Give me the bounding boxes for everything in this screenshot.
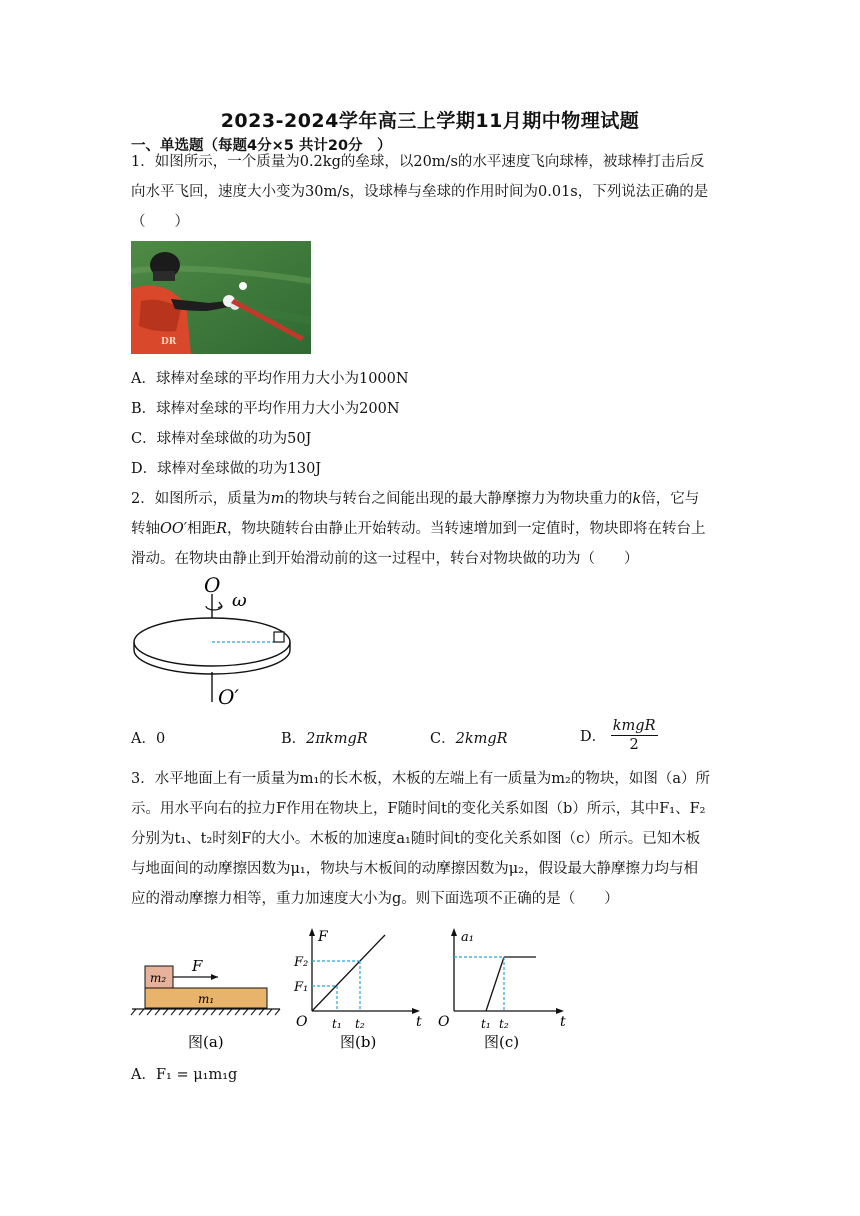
q1-text-line3: （ ）	[131, 214, 189, 230]
t-axis-label: t	[560, 1014, 566, 1030]
q3-text-line1: 3．水平地面上有一质量为m₁的长木板，木板的左端上有一质量为m₂的物块，如图（a）所	[131, 771, 710, 787]
t1-label: t₁	[332, 1017, 342, 1031]
q1-text-line2: 向水平飞回，速度大小变为30m/s，设球棒与垒球的作用时间为0.01s，下列说法正确的是	[131, 184, 709, 200]
q2-option-c[interactable]: C．2kmgR	[430, 731, 508, 747]
origin-label: O	[438, 1014, 450, 1030]
q2-text-line2: 转轴OO′相距R，物块随转台由静止开始转动。当转速增加到一定值时，物块即将在转台上	[131, 521, 706, 537]
m2-label: m₂	[150, 971, 167, 985]
q3-text-line4: 与地面间的动摩擦因数为μ₁，物块与木板间的动摩擦因数为μ₂，假设最大静摩擦力均与相	[131, 861, 698, 877]
force-label: F	[192, 957, 203, 975]
baseball-photo	[131, 241, 311, 354]
t2-label: t₂	[355, 1017, 365, 1031]
q3-text-line2: 示。用水平向右的拉力F作用在物块上，F随时间t的变化关系如图（b）所示，其中F₁、F₂	[131, 801, 706, 817]
q3-option-a[interactable]: A．F₁ = μ₁m₁g	[131, 1067, 238, 1083]
figure-c-caption: 图(c)	[484, 1033, 520, 1051]
q1-option-b[interactable]: B．球棒对垒球的平均作用力大小为200N	[131, 401, 400, 417]
origin-label: O	[296, 1014, 308, 1030]
figure-c	[436, 925, 576, 1057]
omega-label: ω	[232, 590, 247, 611]
q3-text-line5: 应的滑动摩擦力相等，重力加速度大小为g。则下面选项不正确的是（ ）	[131, 891, 619, 907]
page-title: 2023-2024学年高三上学期11月期中物理试题	[220, 110, 640, 132]
q2-option-a[interactable]: A．0	[131, 731, 166, 747]
q3-text-line3: 分别为t₁、t₂时刻F的大小。木板的加速度a₁随时间t的变化关系如图（c）所示。已知木板	[131, 831, 701, 847]
axis-a1-label: a₁	[461, 930, 474, 945]
f2-label: F₂	[294, 955, 309, 970]
q2-option-b[interactable]: B．2πkmgR	[281, 731, 368, 747]
figure-a	[130, 925, 285, 1057]
figure-b-caption: 图(b)	[340, 1033, 377, 1051]
fraction: $\frac{\text{kmgR}}{2}$	[612, 718, 656, 753]
f1-label: F₁	[294, 980, 309, 995]
figure-b	[290, 925, 430, 1057]
t1-label: t₁	[481, 1017, 491, 1031]
axis-label-o-prime: O′	[218, 685, 239, 708]
q1-option-a[interactable]: A．球棒对垒球的平均作用力大小为1000N	[131, 371, 409, 387]
t2-label: t₂	[499, 1017, 509, 1031]
q2-text-line1: 2．如图所示，质量为m的物块与转台之间能出现的最大静摩擦力为物块重力的k倍，它与	[131, 491, 700, 507]
q2-text-line3: 滑动。在物块由静止到开始滑动前的这一过程中，转台对物块做的功为（ ）	[131, 551, 639, 567]
t-axis-label: t	[416, 1014, 422, 1030]
m1-label: m₁	[198, 992, 215, 1006]
section-heading: 一、单选题（每题4分×5 共计20分 ）	[131, 138, 392, 154]
figure-a-caption: 图(a)	[188, 1033, 224, 1051]
q1-option-d[interactable]: D．球棒对垒球做的功为130J	[131, 461, 322, 477]
axis-f-label: F	[318, 929, 328, 945]
q1-option-c[interactable]: C．球棒对垒球做的功为50J	[131, 431, 312, 447]
axis-label-o: O	[204, 573, 221, 597]
jersey-text: DR	[161, 337, 177, 347]
q2-option-d[interactable]: D． $\frac{\text{kmgR}}{2}$	[580, 718, 656, 753]
q1-text-line1: 1．如图所示，一个质量为0.2kg的垒球，以20m/s的水平速度飞向球棒，被球棒打击后反	[131, 154, 705, 170]
turntable-figure	[130, 572, 305, 708]
